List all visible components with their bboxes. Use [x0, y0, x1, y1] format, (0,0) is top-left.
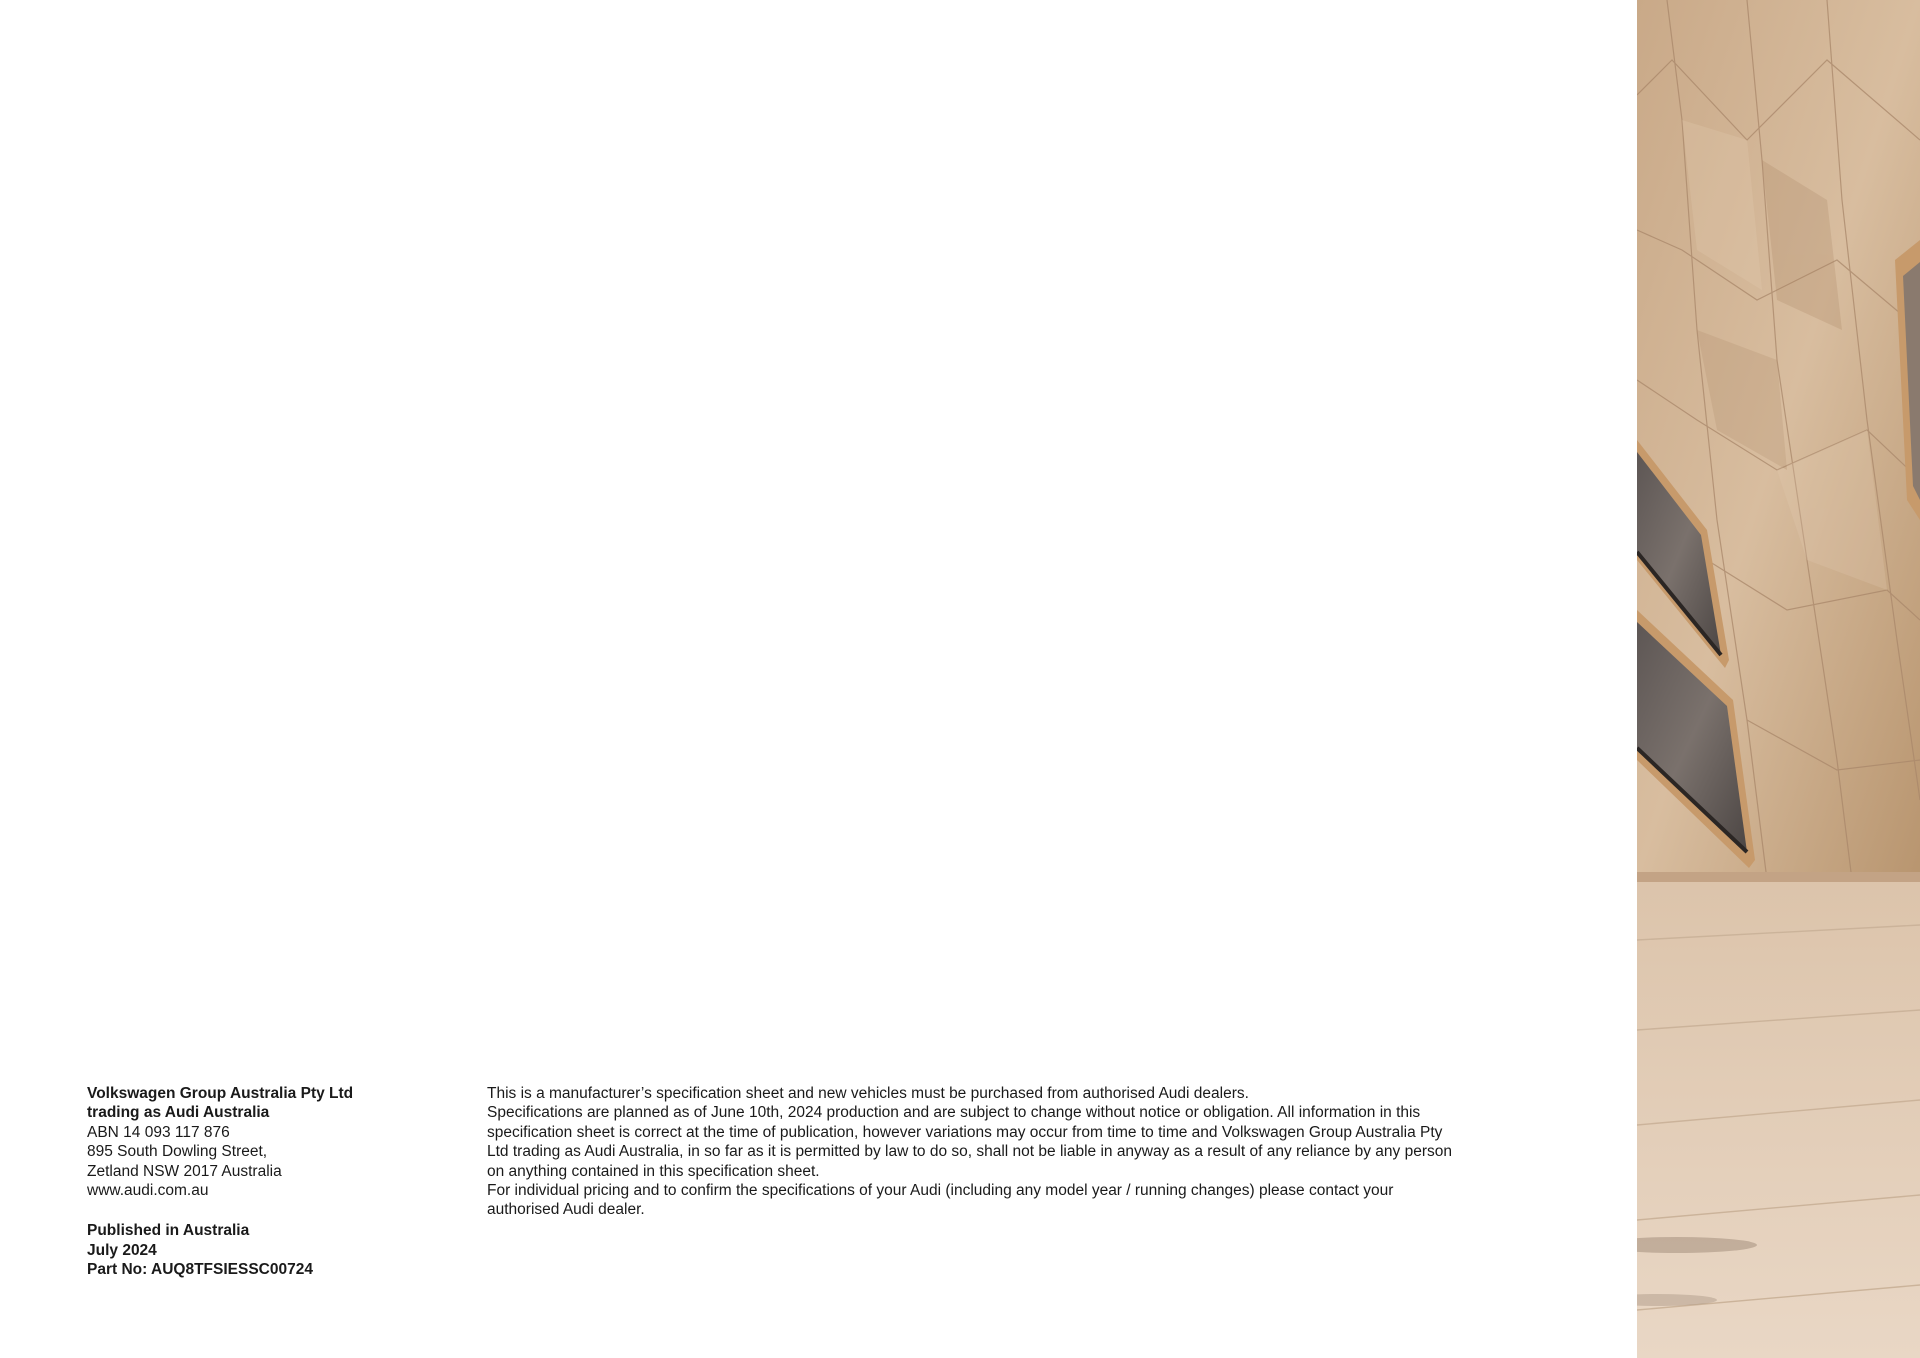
disclaimer-paragraph-2: Specifications are planned as of June 10th, 2024 production and are subject to change without notice or obligation. All information in this specification sheet is correct at the time of publication, however variations may occur from time to time and Volkswagen Group Australia Pty Ltd trading as Audi Australia, in so far as it is permitted by law to do so, shall not be liable in anyway as a result of any reliance by any person on anything contained in this specification sheet. — [487, 1104, 1452, 1180]
abn-number: ABN 14 093 117 876 — [87, 1123, 230, 1141]
sandstone-building-facade-photo — [1637, 0, 1920, 1358]
company-name: Volkswagen Group Australia Pty Ltd — [87, 1085, 354, 1102]
published-location: Published in Australia — [87, 1222, 250, 1240]
wall-base — [1637, 872, 1920, 882]
address-street: 895 South Dowling Street, — [87, 1143, 268, 1161]
publisher-info — [87, 1084, 417, 1280]
disclaimer-paragraph-3: For individual pricing and to confirm the specifications of your Audi (including any model year / running changes) please contact your authorised Audi dealer. — [487, 1182, 1394, 1219]
company-trading-name: trading as Audi Australia — [87, 1104, 270, 1122]
address-city: Zetland NSW 2017 Australia — [87, 1162, 282, 1180]
ground-plaza — [1637, 882, 1920, 1358]
disclaimer-text — [487, 1084, 1467, 1220]
part-number: Part No: AUQ8TFSIESSC00724 — [87, 1261, 313, 1279]
website-link[interactable]: www.audi.com.au — [87, 1182, 209, 1200]
disclaimer-paragraph-1: This is a manufacturer’s specification sheet and new vehicles must be purchased from authorised Audi dealers. — [487, 1085, 1249, 1102]
published-date: July 2024 — [87, 1241, 157, 1259]
